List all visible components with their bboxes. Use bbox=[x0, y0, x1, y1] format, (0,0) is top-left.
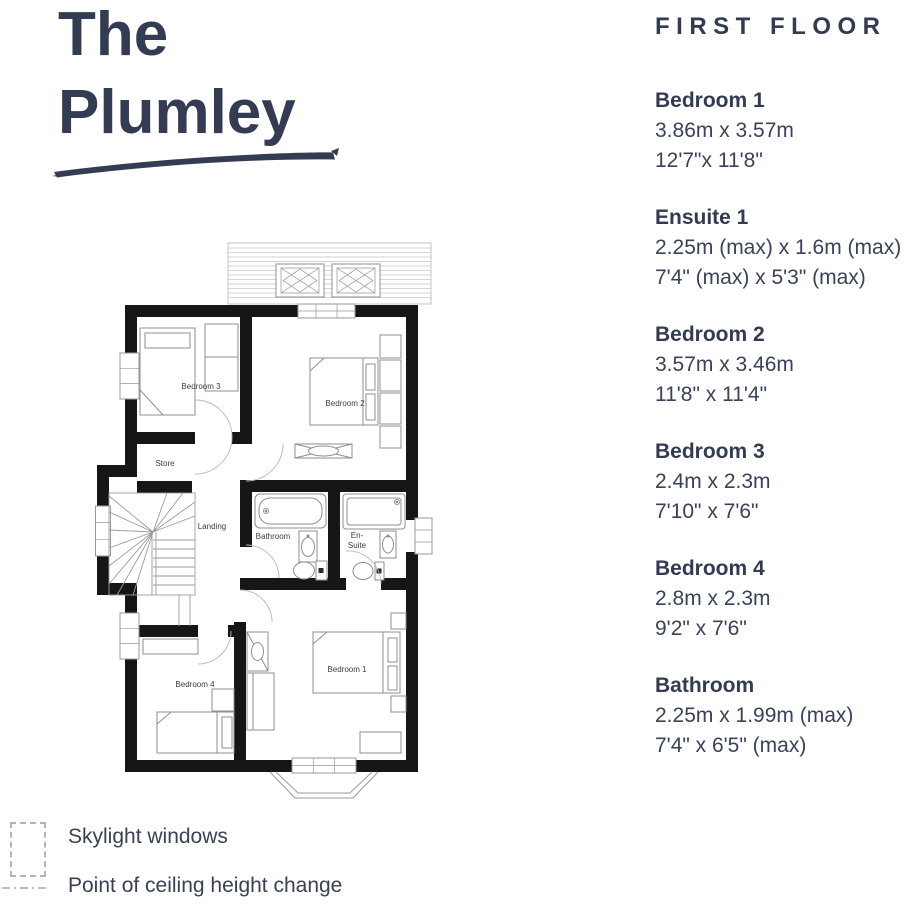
title-block bbox=[58, 0, 296, 152]
label-ensuite-line2: Suite bbox=[347, 541, 367, 550]
floor-heading: FIRST FLOOR bbox=[655, 13, 887, 40]
toilet-bathroom bbox=[294, 561, 328, 580]
bed-bedroom2 bbox=[310, 358, 378, 425]
room-imperial: 7'4" x 6'5" (max) bbox=[655, 734, 807, 757]
wardrobe-bedroom2 bbox=[380, 335, 401, 448]
room-metric: 3.86m x 3.57m bbox=[655, 119, 794, 142]
dresser-bedroom4 bbox=[143, 639, 198, 654]
wardrobe-bedroom1-bottom bbox=[360, 732, 401, 753]
room-entry-bathroom bbox=[655, 671, 904, 761]
room-entry-bedroom1 bbox=[655, 86, 904, 176]
room-metric: 3.57m x 3.46m bbox=[655, 353, 794, 376]
bed-bedroom1 bbox=[313, 632, 400, 693]
room-name: Bedroom 3 bbox=[655, 440, 765, 463]
bedside-table-bedroom4 bbox=[212, 689, 234, 711]
room-entry-bedroom2 bbox=[655, 320, 904, 410]
room-metric: 2.8m x 2.3m bbox=[655, 587, 771, 610]
dormer-roof bbox=[228, 243, 431, 304]
room-name: Bedroom 2 bbox=[655, 323, 765, 346]
legend-ceiling-label: Point of ceiling height change bbox=[68, 874, 343, 897]
label-bathroom: Bathroom bbox=[255, 532, 291, 541]
room-name: Bedroom 4 bbox=[655, 557, 765, 580]
bed-bedroom4 bbox=[157, 712, 234, 753]
room-name: Ensuite 1 bbox=[655, 206, 749, 229]
legend-skylight-label: Skylight windows bbox=[68, 825, 228, 848]
label-ensuite-line1: En- bbox=[350, 531, 364, 540]
room-name: Bathroom bbox=[655, 674, 755, 697]
label-landing: Landing bbox=[197, 522, 227, 531]
skylight-window-1 bbox=[276, 264, 324, 297]
room-name: Bedroom 1 bbox=[655, 89, 765, 112]
sink-ensuite bbox=[380, 531, 396, 558]
room-metric: 2.25m (max) x 1.6m (max) bbox=[655, 236, 902, 259]
ceiling-height-change-symbol bbox=[2, 884, 50, 892]
radiator-bedroom1 bbox=[247, 632, 268, 671]
wardrobe-bedroom1-side bbox=[247, 673, 274, 730]
staircase bbox=[109, 493, 195, 626]
label-bedroom3: Bedroom 3 bbox=[181, 382, 221, 391]
door-bedroom4 bbox=[198, 631, 231, 664]
skylight-window-2 bbox=[332, 264, 380, 297]
window-bedroom3-left bbox=[120, 353, 139, 399]
label-bedroom4: Bedroom 4 bbox=[175, 680, 215, 689]
room-entry-bedroom4 bbox=[655, 554, 904, 644]
label-bedroom2: Bedroom 2 bbox=[325, 399, 365, 408]
radiator-bedroom2 bbox=[295, 444, 352, 458]
room-imperial: 11'8" x 11'4" bbox=[655, 383, 768, 406]
bed-bedroom3 bbox=[140, 328, 195, 415]
room-entry-bedroom3 bbox=[655, 437, 904, 527]
window-top-bedroom2 bbox=[298, 304, 355, 318]
title-line-2: Plumley bbox=[58, 78, 296, 147]
door-bedroom2 bbox=[246, 444, 283, 481]
door-bedroom3 bbox=[195, 400, 232, 437]
room-metric: 2.4m x 2.3m bbox=[655, 470, 771, 493]
room-metric: 2.25m x 1.99m (max) bbox=[655, 704, 854, 727]
room-imperial: 7'4" (max) x 5'3" (max) bbox=[655, 266, 866, 289]
label-bedroom1: Bedroom 1 bbox=[327, 665, 367, 674]
room-entry-ensuite1 bbox=[655, 203, 904, 293]
title-line-1: The bbox=[58, 0, 169, 69]
room-list bbox=[655, 86, 904, 761]
sink-bathroom bbox=[299, 531, 317, 562]
door-bathroom bbox=[246, 545, 279, 578]
toilet-ensuite bbox=[353, 562, 384, 580]
skylight-window-symbol bbox=[10, 822, 46, 877]
label-store: Store bbox=[155, 459, 175, 468]
window-bedroom4-left bbox=[120, 613, 139, 659]
room-dimensions-panel bbox=[655, 12, 904, 788]
shower-ensuite bbox=[343, 494, 405, 529]
room-imperial: 7'10" x 7'6" bbox=[655, 500, 759, 523]
window-stairs-left bbox=[96, 506, 111, 556]
window-ensuite-right bbox=[415, 518, 432, 554]
door-bedroom1 bbox=[240, 590, 272, 622]
floorplan-svg bbox=[95, 240, 440, 805]
wardrobe-bedroom3 bbox=[205, 324, 238, 391]
brush-underline-icon bbox=[52, 146, 342, 182]
room-imperial: 9'2" x 7'6" bbox=[655, 617, 747, 640]
room-imperial: 12'7"x 11'8" bbox=[655, 149, 763, 172]
bathtub bbox=[255, 494, 326, 528]
door-store bbox=[195, 437, 232, 474]
